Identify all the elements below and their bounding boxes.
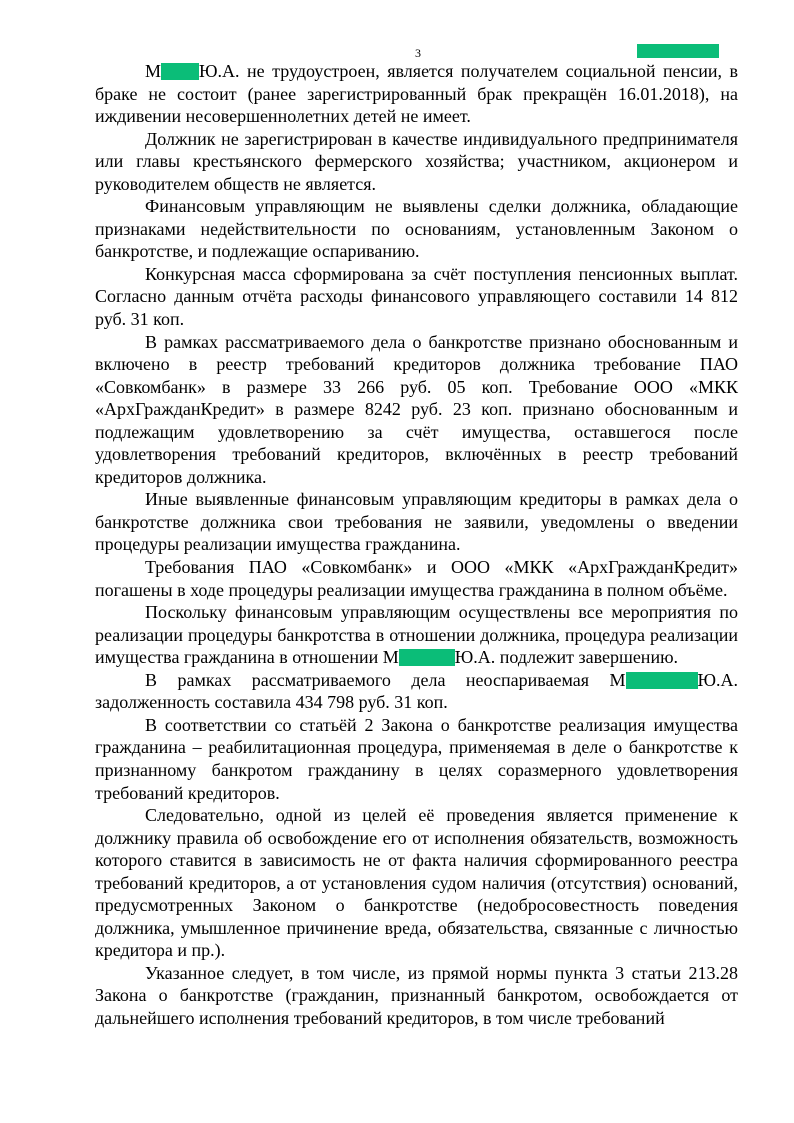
paragraph-creditor-claims: В рамках рассматриваемого дела о банкротстве признано обоснованным и включено в реестр требований кредиторов должника требование ПАО «Совкомбанк» в размере 33 266 руб. 05 коп. Требование ООО «МКК «АрхГражданКредит» в размере 8242 руб. 23 коп. признано обоснованным и подлежащим удовлетворению за счёт имущества, оставшегося после удовлетворения требований кредиторов, включённых в реестр требований кредиторов должника.	[95, 331, 738, 487]
paragraph-estate: Конкурсная масса сформирована за счёт поступления пенсионных выплат. Согласно данным отчёта расходы финансового управляющего составили 14 812 руб. 31 коп.	[95, 263, 738, 330]
paragraph-debt-amount	[95, 669, 738, 714]
paragraph-text: В рамках рассматриваемого дела неоспариваемая М	[145, 669, 626, 690]
surname-initial: М	[145, 61, 162, 81]
redaction-mark	[626, 672, 698, 689]
paragraph-registration: Должник не зарегистрирован в качестве индивидуального предпринимателя или главы крестьянского фермерского хозяйства; участником, акционером и руководителем обществ не является.	[95, 128, 738, 194]
paragraph-text: Ю.А. не трудоустроен, является получателем социальной пенсии, в браке не состоит (ранее зарегистрированный брак прекращён 16.01.2018), на иждивении несовершеннолетних детей не имеет.	[95, 61, 738, 127]
redaction-mark	[399, 649, 455, 666]
document-body	[95, 60, 738, 1030]
redaction-mark	[637, 44, 719, 58]
paragraph-procedure-goals: Следовательно, одной из целей её проведения является применение к должнику правила об освобождение его от исполнения обязательств, возможность которого ставится в зависимость не от факта наличия сформированного реестра требований кредиторов, а от установления судом наличия (отсутствия) оснований, предусмотренных Законом о банкротстве (недобросовестность поведения должника, умышленное причинение вреда, обязательства, связанные с личностью кредитора и пр.).	[95, 805, 738, 961]
page-number: 3	[415, 46, 421, 60]
paragraph-completion	[95, 601, 738, 669]
redaction-mark	[161, 63, 199, 80]
paragraph-article-213-28: Указанное следует, в том числе, из прямой нормы пункта 3 статьи 213.28 Закона о банкротстве (гражданин, признанный банкротом, освобождается от дальнейшего исполнения требований кредиторов, в том числе требований	[95, 962, 738, 1028]
paragraph-transactions: Финансовым управляющим не выявлены сделки должника, обладающие признаками недействительности по основаниям, установленным Законом о банкротстве, и подлежащие оспариванию.	[95, 196, 738, 262]
paragraph-other-creditors: Иные выявленные финансовым управляющим кредиторы в рамках дела о банкротстве должника свои требования не заявили, уведомлены о введении процедуры реализации имущества гражданина.	[95, 489, 738, 555]
paragraph-law-article-2: В соответствии со статьёй 2 Закона о банкротстве реализация имущества гражданина – реабилитационная процедура, применяемая в деле о банкротстве к признанному банкротом гражданину в целях соразмерного удовлетворения требований кредиторов.	[95, 714, 738, 803]
paragraph-claims-repaid: Требования ПАО «Совкомбанк» и ООО «МКК «АрхГражданКредит» погашены в ходе процедуры реализации имущества гражданина в полном объёме.	[95, 557, 738, 600]
paragraph-text: Ю.А. задолженность составила 434 798 руб. 31 коп.	[95, 669, 738, 713]
paragraph-debtor-status	[95, 60, 738, 128]
paragraph-text: Поскольку финансовым управляющим осуществлены все мероприятия по реализации процедуры банкротства в отношении должника, процедура реализации имущества гражданина в отношении М	[95, 602, 738, 668]
paragraph-text: Ю.А. подлежит завершению.	[454, 647, 679, 668]
